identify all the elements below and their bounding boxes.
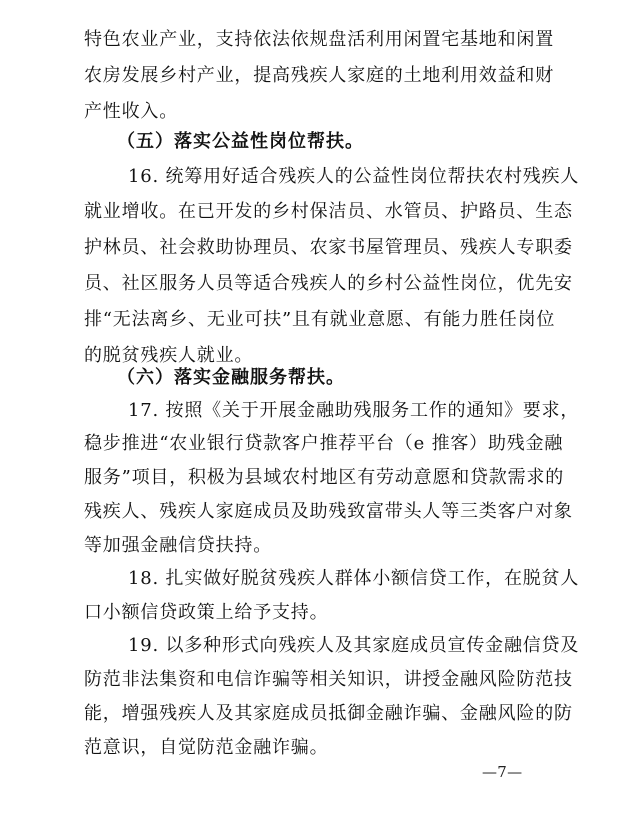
- body-text-line: 19. 以多种形式向残疾人及其家庭成员宣传金融信贷及: [128, 635, 580, 656]
- body-text-line: 残疾人、残疾人家庭成员及助残致富带头人等三类客户对象: [84, 501, 573, 522]
- body-text-line: 特色农业产业，支持依法依规盘活利用闲置宅基地和闲置: [84, 29, 554, 50]
- body-text-line: 服务”项目，积极为县域农村地区有劳动意愿和贷款需求的: [84, 467, 564, 488]
- body-text-line: 排“无法离乡、无业可扶”且有就业意愿、有能力胜任岗位: [84, 309, 556, 330]
- body-text-line: 的脱贫残疾人就业。: [84, 345, 254, 366]
- body-text-line: 能，增强残疾人及其家庭成员抵御金融诈骗、金融风险的防: [84, 703, 573, 724]
- body-text-line: 18. 扎实做好脱贫残疾人群体小额信贷工作，在脱贫人: [128, 568, 580, 589]
- body-text-line: 防范非法集资和电信诈骗等相关知识，讲授金融风险防范技: [84, 669, 573, 690]
- body-text-line: 等加强金融信贷扶持。: [84, 535, 272, 556]
- section-heading: （五）落实公益性岗位帮扶。: [117, 131, 364, 152]
- body-text-line: 产性收入。: [84, 101, 178, 122]
- body-text-line: 17. 按照《关于开展金融助残服务工作的通知》要求，: [128, 400, 580, 421]
- body-text-line: 范意识，自觉防范金融诈骗。: [84, 737, 329, 758]
- body-text-line: 员、社区服务人员等适合残疾人的乡村公益性岗位，优先安: [84, 273, 573, 294]
- page-number: —7—: [482, 763, 523, 781]
- body-text-line: 稳步推进“农业银行贷款客户推荐平台（e 推客）助残金融: [84, 433, 564, 454]
- body-text-line: 农房发展乡村产业，提高残疾人家庭的土地利用效益和财: [84, 65, 554, 86]
- body-text-line: 护林员、社会救助协理员、农家书屋管理员、残疾人专职委: [84, 237, 573, 258]
- body-text-line: 就业增收。在已开发的乡村保洁员、水管员、护路员、生态: [84, 201, 573, 222]
- body-text-line: 16. 统筹用好适合残疾人的公益性岗位帮扶农村残疾人: [128, 166, 580, 187]
- section-heading: （六）落实金融服务帮扶。: [117, 367, 345, 388]
- body-text-line: 口小额信贷政策上给予支持。: [84, 602, 329, 623]
